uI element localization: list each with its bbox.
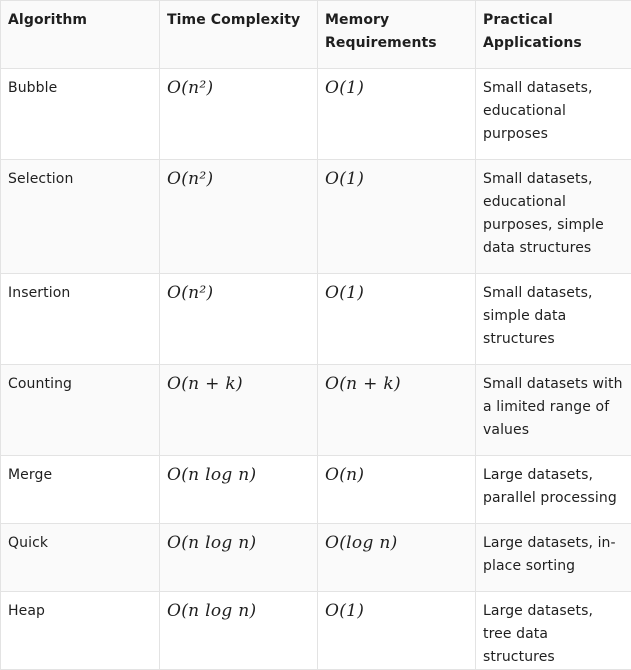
table-row — [1, 274, 631, 365]
algorithm-cell: Quick — [1, 524, 160, 592]
time-complexity-cell: O(n²) — [160, 274, 318, 365]
memory-cell: O(1) — [318, 69, 476, 160]
time-complexity-cell: O(n²) — [160, 160, 318, 274]
table-row — [1, 69, 631, 160]
table-row — [1, 524, 631, 592]
applications-cell: Large datasets, parallel processing — [476, 456, 631, 524]
memory-cell: O(1) — [318, 592, 476, 670]
memory-cell: O(n + k) — [318, 365, 476, 456]
table-row — [1, 456, 631, 524]
algorithm-cell: Bubble — [1, 69, 160, 160]
memory-cell: O(log n) — [318, 524, 476, 592]
header-practical-applications: Practical Applications — [476, 1, 631, 69]
time-complexity-cell: O(n + k) — [160, 365, 318, 456]
memory-cell: O(n) — [318, 456, 476, 524]
applications-cell: Small datasets, simple data structures — [476, 274, 631, 365]
header-memory-requirements: Memory Requirements — [318, 1, 476, 69]
applications-cell: Large datasets, tree data structures — [476, 592, 631, 670]
time-complexity-cell: O(n²) — [160, 69, 318, 160]
memory-cell: O(1) — [318, 274, 476, 365]
header-row — [1, 1, 631, 69]
applications-cell: Large datasets, in-place sorting — [476, 524, 631, 592]
time-complexity-cell: O(n log n) — [160, 524, 318, 592]
header-time-complexity: Time Complexity — [160, 1, 318, 69]
algorithm-cell: Insertion — [1, 274, 160, 365]
applications-cell: Small datasets, educational purposes — [476, 69, 631, 160]
memory-cell: O(1) — [318, 160, 476, 274]
header-algorithm: Algorithm — [1, 1, 160, 69]
algorithm-cell: Merge — [1, 456, 160, 524]
algorithm-cell: Heap — [1, 592, 160, 670]
table-row — [1, 592, 631, 670]
time-complexity-cell: O(n log n) — [160, 592, 318, 670]
table-row — [1, 365, 631, 456]
table-row — [1, 160, 631, 274]
applications-cell: Small datasets with a limited range of values — [476, 365, 631, 456]
time-complexity-cell: O(n log n) — [160, 456, 318, 524]
algorithm-cell: Selection — [1, 160, 160, 274]
applications-cell: Small datasets, educational purposes, simple data structures — [476, 160, 631, 274]
algorithm-cell: Counting — [1, 365, 160, 456]
